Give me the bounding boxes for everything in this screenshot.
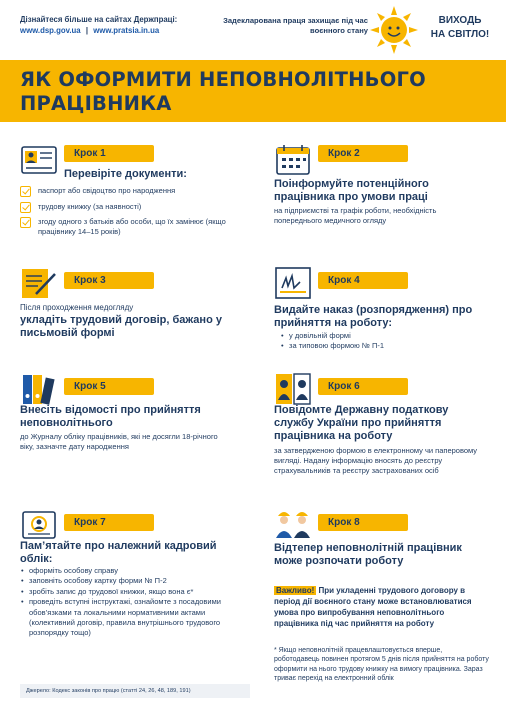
id-card-icon	[20, 143, 58, 177]
step-4-label: Крок 4	[318, 272, 408, 289]
sun-icon	[370, 6, 418, 54]
step-1-checklist	[20, 186, 245, 242]
step-8-warning	[274, 585, 489, 629]
step-8-label: Крок 8	[318, 514, 408, 531]
header	[0, 0, 506, 58]
profile-card-icon	[20, 508, 58, 542]
checklist-item: згоду одного з батьків або особи, що їх замінює (якщо працівнику 14–15 років)	[20, 217, 245, 236]
step-6-title: Повідомте Державну податкову службу України про прийняття працівника на роботу	[274, 404, 449, 442]
step-6-text: за затвердженою формою в електронному чи паперовому вигляді. Надану інформацію вносять до реєстру страхувальників та реєстру застрахованих осіб	[274, 446, 478, 475]
step-7-label: Крок 7	[64, 514, 154, 531]
step-5-label: Крок 5	[64, 378, 154, 395]
step-3-title: укладіть трудовий договір, бажано у письмовій формі	[20, 314, 222, 339]
warning-text: При укладенні трудового договору в період дії воєнного стану може встановлюватися умова про випробування неповнолітнього працівника під час прийняття на роботу	[274, 586, 472, 628]
binders-icon	[20, 372, 58, 406]
checkbox-icon	[20, 217, 31, 228]
step-2-text: на підприємстві та графік роботи, необхідність попереднього медичного огляду	[274, 206, 437, 225]
list-item: • заповніть особову картку форми № П-2	[20, 576, 235, 586]
step-4-list	[280, 331, 480, 352]
list-item: • проведіть вступні інструктажі, ознайомте з посадовими обов’язками та локальними нормативними актами (колективний договір, правила внутрішнього трудового розпорядку тощо)	[20, 597, 235, 639]
step-2-label: Крок 2	[318, 145, 408, 162]
header-campaign	[422, 14, 498, 42]
list-item: • зробіть запис до трудової книжки, якщо вона є*	[20, 587, 235, 597]
step-8-note: * Якщо неповнолітній працевлаштовується вперше, роботодавець повинен протягом 5 днів після прийняття на роботу оформити на нього трудову книжку на вимогу працівника. Зараз триває перехід на електронний облік	[274, 647, 489, 683]
header-sites-label: Дізнайтеся більше на сайтах Держпраці:	[20, 15, 178, 24]
step-8-title: Відтепер неповнолітній працівник може розпочати роботу	[274, 542, 462, 567]
calendar-icon	[274, 143, 312, 177]
step-7-list	[20, 566, 235, 639]
document-pen-icon	[20, 266, 58, 300]
source-footer: Джерело: Кодекс законів про працю (статті 24, 26, 48, 189, 191)	[20, 684, 250, 698]
step-2-title: Поінформуйте потенційного працівника про умови праці	[274, 178, 429, 203]
step-5-title: Внесіть відомості про прийняття неповнолітнього	[20, 404, 201, 429]
title-banner	[0, 60, 506, 122]
campaign-line2: НА СВІТЛО!	[430, 29, 490, 40]
step-7-title: Пам’ятайте про належний кадровий облік:	[20, 540, 217, 565]
link-separator: |	[85, 26, 89, 35]
warning-tag: Важливо!	[276, 586, 315, 595]
workers-icon	[274, 506, 312, 540]
step-6-label: Крок 6	[318, 378, 408, 395]
list-item: • оформіть особову справу	[20, 566, 235, 576]
link-pratsia[interactable]: www.pratsia.in.ua	[93, 26, 160, 35]
page-title: ЯК ОФОРМИТИ НЕПОВНОЛІТНЬОГО ПРАЦІВНИКА	[20, 68, 426, 115]
signature-icon	[274, 266, 312, 300]
step-1-title: Перевіріте документи:	[64, 168, 187, 180]
step-5-text: до Журналу обліку працівників, які не досягли 18-річного віку, зазначте дату народження	[20, 432, 218, 451]
step-3-pre: Після проходження медогляду	[20, 303, 134, 312]
campaign-line1: ВИХОДЬ	[438, 15, 482, 26]
step-4-title: Видайте наказ (розпорядження) про прийняття на роботу:	[274, 304, 473, 329]
list-item: • у довільній формі	[280, 331, 480, 341]
list-item: • за типовою формою № П-1	[280, 341, 480, 351]
people-icon	[274, 372, 312, 406]
header-slogan: Задекларована праця захищає під час воєнного стану	[223, 16, 368, 35]
checkbox-icon	[20, 186, 31, 197]
step-3-label: Крок 3	[64, 272, 154, 289]
checklist-item: трудову книжку (за наявності)	[20, 202, 245, 212]
step-1-label: Крок 1	[64, 145, 154, 162]
checklist-item: паспорт або свідоцтво про народження	[20, 186, 245, 196]
link-dsp[interactable]: www.dsp.gov.ua	[20, 26, 81, 35]
checkbox-icon	[20, 202, 31, 213]
header-sites	[20, 14, 210, 36]
